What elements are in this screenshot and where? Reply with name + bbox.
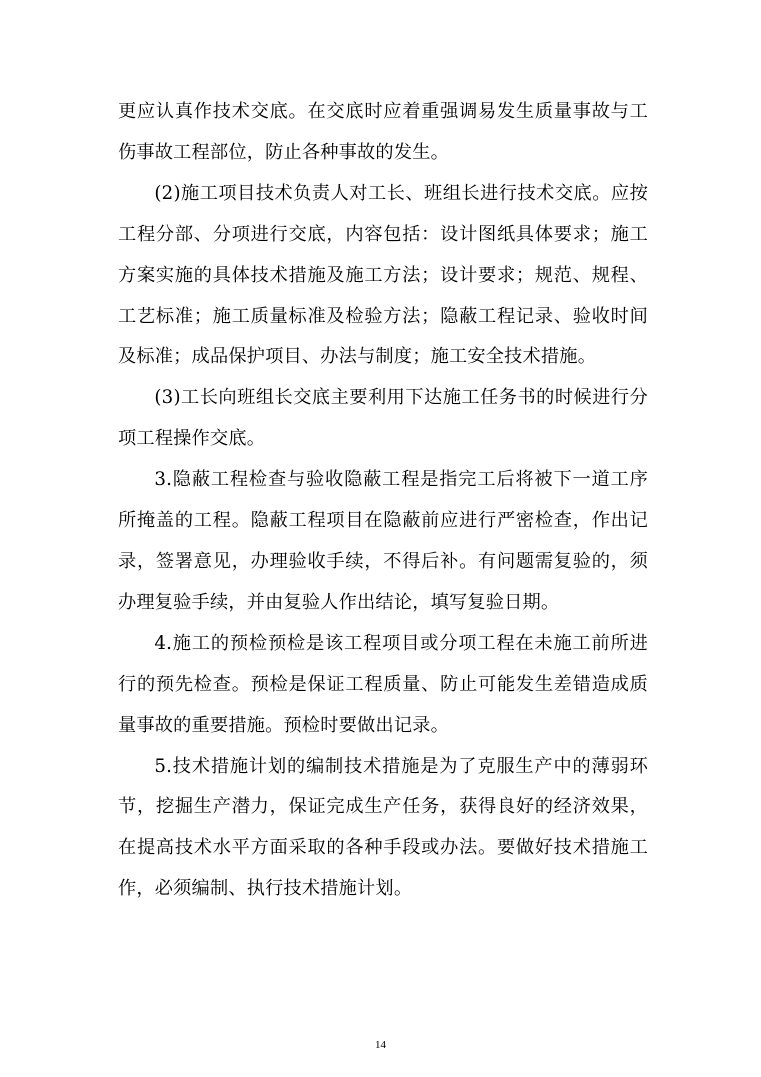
paragraph-continuation: 更应认真作技术交底。在交底时应着重强调易发生质量事故与工伤事故工程部位，防止各种事故的发生。 [118,101,648,163]
paragraph-section-3: 3.隐蔽工程检查与验收隐蔽工程是指完工后将被下一道工序所掩盖的工程。隐蔽工程项目在隐蔽前应进行严密检查，作出记录，签署意见，办理验收手续，不得后补。有问题需复验的，须办理复验手续，并由复验人作出结论，填写复验日期。 [118,469,648,613]
page-number: 14 [375,1039,386,1051]
paragraph-section-5: 5.技术措施计划的编制技术措施是为了克服生产中的薄弱环节，挖掘生产潜力，保证完成生产任务，获得良好的经济效果，在提高技术水平方面采取的各种手段或办法。要做好技术措施工作，必须编制、执行技术措施计划。 [118,755,648,900]
body-text [118,92,648,910]
paragraph-item-2: (2)施工项目技术负责人对工长、班组长进行技术交底。应按工程分部、分项进行交底，内容包括：设计图纸具体要求；施工方案实施的具体技术措施及施工方法；设计要求；规范、规程、工艺标准；施工质量标准及检验方法；隐蔽工程记录、验收时间及标准；成品保护项目、办法与制度；施工安全技术措施。 [118,182,648,368]
paragraph-section-4: 4.施工的预检预检是该工程项目或分项工程在未施工前所进行的预先检查。预检是保证工程质量、防止可能发生差错造成质量事故的重要措施。预检时要做出记录。 [118,632,648,736]
paragraph-item-3: (3)工长向班组长交底主要利用下达施工任务书的时候进行分项工程操作交底。 [118,387,648,450]
